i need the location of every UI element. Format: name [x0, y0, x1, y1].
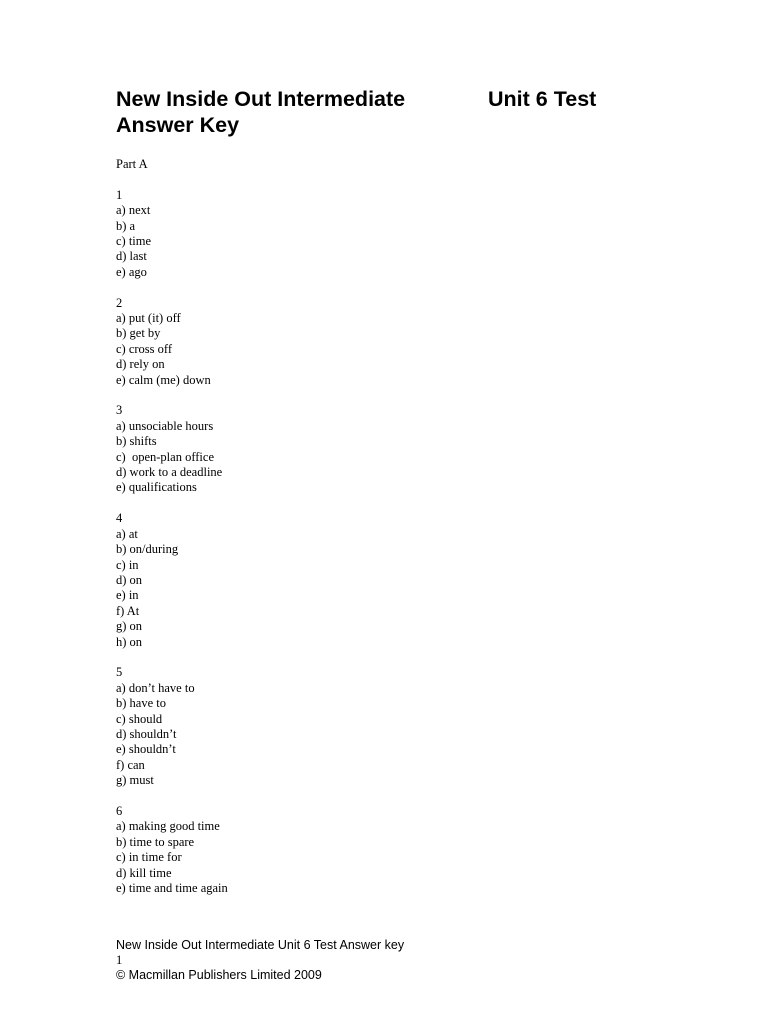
footer-copyright: © Macmillan Publishers Limited 2009	[116, 968, 322, 982]
answer-section	[116, 296, 228, 388]
answer-item: a) put (it) off	[116, 311, 181, 326]
answer-item: c) cross off	[116, 341, 172, 356]
answer-item: a) next	[116, 203, 151, 218]
answer-item: a) at	[116, 526, 138, 541]
answer-item: e) calm (me) down	[116, 372, 211, 387]
answer-item: e) ago	[116, 264, 147, 279]
answer-item: a) unsociable hours	[116, 418, 214, 433]
answer-item: c) in time for	[116, 850, 182, 865]
answer-item: f) can	[116, 757, 145, 772]
answer-item: e) shouldn’t	[116, 742, 176, 757]
part-label: Part A	[116, 157, 148, 171]
answer-section	[116, 804, 228, 896]
answer-item: h) on	[116, 634, 143, 649]
answer-item: d) last	[116, 249, 147, 264]
section-number: 1	[116, 187, 123, 202]
title-course: New Inside Out Intermediate	[116, 87, 406, 111]
answer-item: a) don’t have to	[116, 680, 195, 695]
answer-item: c) in	[116, 557, 139, 572]
answer-item: c) open-plan office	[116, 449, 214, 464]
answer-item: b) a	[116, 218, 136, 233]
answer-item: e) in	[116, 588, 139, 603]
answer-item: d) rely on	[116, 357, 165, 372]
answer-item: g) must	[116, 773, 154, 788]
answer-item: f) At	[116, 603, 140, 618]
title-row-2	[116, 112, 676, 138]
answer-item: d) on	[116, 572, 143, 587]
answer-item: b) have to	[116, 696, 166, 711]
answer-item: c) time	[116, 234, 152, 249]
page-footer	[116, 938, 404, 983]
answer-body	[116, 157, 228, 912]
answer-item: d) kill time	[116, 865, 172, 880]
answer-item: b) time to spare	[116, 834, 195, 849]
footer-title: New Inside Out Intermediate Unit 6 Test Answer key	[116, 938, 405, 952]
answer-item: a) making good time	[116, 819, 220, 834]
section-number: 4	[116, 511, 123, 526]
document-title	[116, 86, 676, 138]
answer-section	[116, 188, 228, 280]
answer-item: e) qualifications	[116, 480, 197, 495]
answer-item: c) should	[116, 711, 163, 726]
answer-item: b) shifts	[116, 434, 157, 449]
section-number: 6	[116, 803, 123, 818]
answer-sections	[116, 188, 228, 897]
title-answer-key: Answer Key	[116, 113, 240, 137]
answer-item: b) get by	[116, 326, 161, 341]
answer-item: g) on	[116, 619, 143, 634]
answer-section	[116, 403, 228, 495]
answer-section	[116, 511, 228, 650]
answer-item: b) on/during	[116, 542, 179, 557]
section-number: 3	[116, 403, 123, 418]
answer-item: e) time and time again	[116, 881, 228, 895]
answer-section	[116, 665, 228, 788]
answer-item: d) work to a deadline	[116, 465, 223, 480]
section-number: 5	[116, 665, 123, 680]
answer-item: d) shouldn’t	[116, 726, 177, 741]
title-row	[116, 86, 676, 112]
footer-page-number: 1	[116, 953, 123, 967]
section-number: 2	[116, 295, 123, 310]
title-unit: Unit 6 Test	[488, 87, 597, 111]
